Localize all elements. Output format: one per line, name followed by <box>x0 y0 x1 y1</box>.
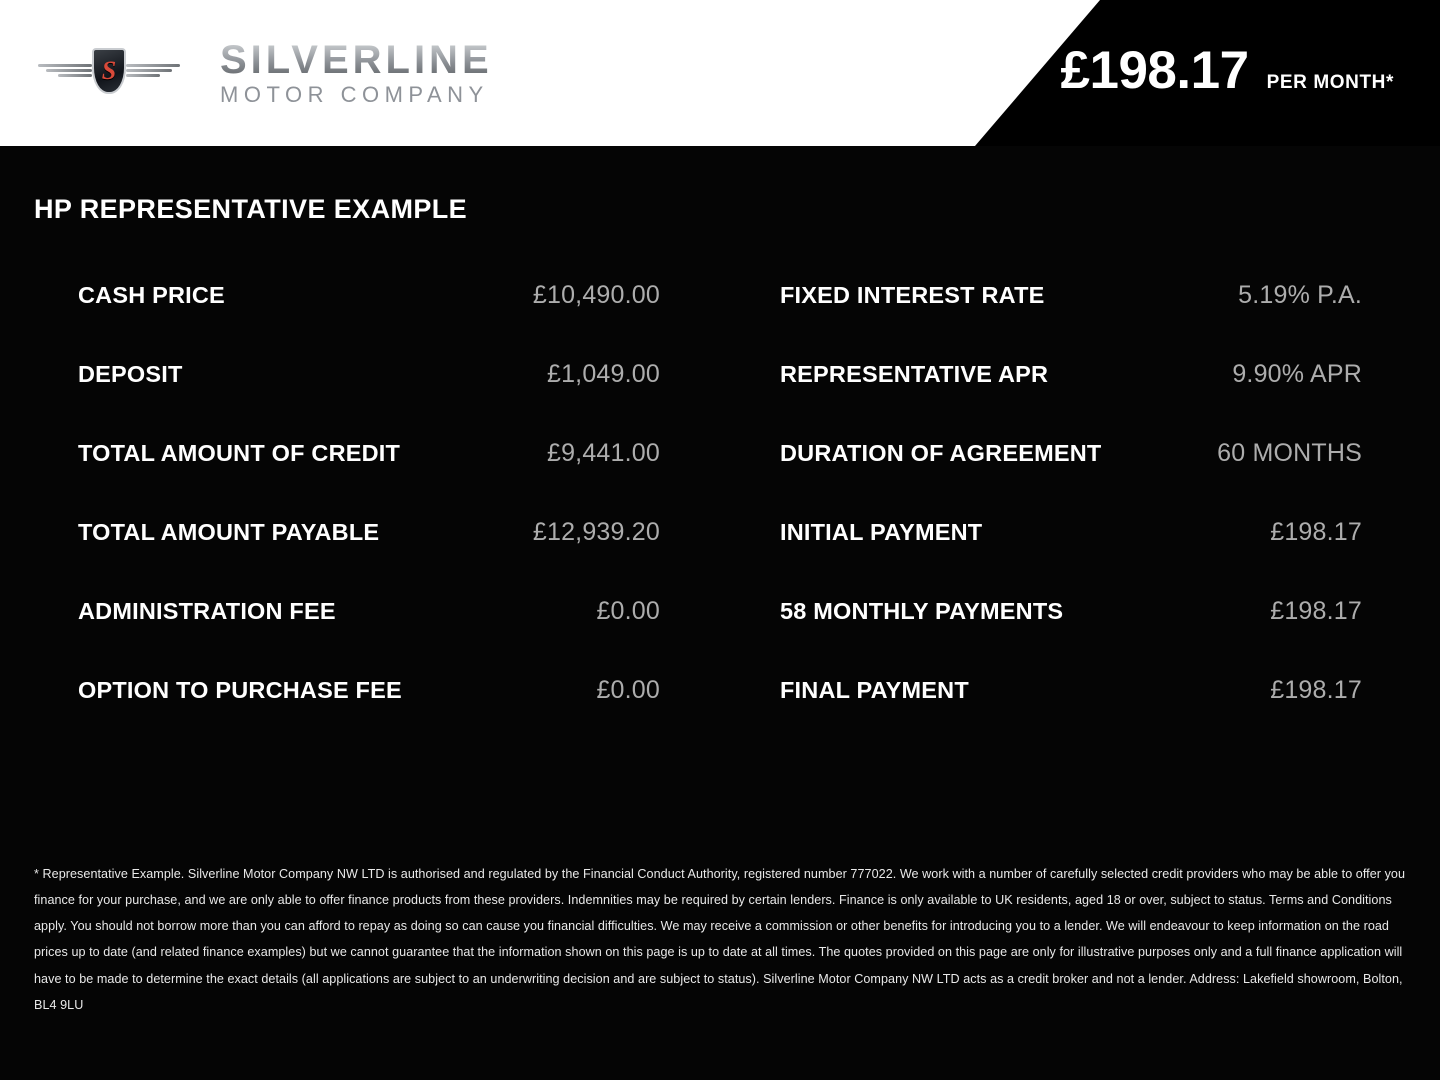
table-row <box>780 676 1362 755</box>
winged-shield-icon <box>34 42 184 104</box>
row-value: £10,490.00 <box>532 281 660 309</box>
row-value: £0.00 <box>596 597 660 625</box>
brand-wordmark <box>220 40 493 106</box>
row-value: £198.17 <box>1270 676 1362 704</box>
table-row <box>780 439 1362 518</box>
row-label: DEPOSIT <box>78 361 183 387</box>
table-row <box>78 676 660 755</box>
row-value: £12,939.20 <box>532 518 660 546</box>
page-header <box>0 0 1440 146</box>
shield-icon <box>92 48 126 94</box>
table-row <box>78 518 660 597</box>
row-label: TOTAL AMOUNT PAYABLE <box>78 519 380 545</box>
row-label: FINAL PAYMENT <box>780 677 969 703</box>
wing-right-icon <box>126 64 184 82</box>
finance-table <box>0 281 1440 755</box>
table-row <box>78 360 660 439</box>
row-value: £1,049.00 <box>546 360 660 388</box>
wing-left-icon <box>34 64 92 82</box>
table-row <box>78 439 660 518</box>
table-row <box>780 281 1362 360</box>
brand-subtitle: MOTOR COMPANY <box>220 82 489 107</box>
row-label: REPRESENTATIVE APR <box>780 361 1049 387</box>
price-amount: £198.17 <box>1060 41 1249 100</box>
brand-name: SILVERLINE <box>220 38 493 82</box>
monthly-price <box>1061 40 1395 101</box>
row-label: INITIAL PAYMENT <box>780 519 983 545</box>
row-label: OPTION TO PURCHASE FEE <box>78 677 402 703</box>
row-value: £198.17 <box>1270 597 1362 625</box>
table-row <box>780 518 1362 597</box>
row-value: 9.90% APR <box>1232 360 1362 388</box>
row-value: 5.19% P.A. <box>1238 281 1362 309</box>
row-label: 58 MONTHLY PAYMENTS <box>780 598 1064 624</box>
row-value: £198.17 <box>1270 518 1362 546</box>
row-label: DURATION OF AGREEMENT <box>780 440 1102 466</box>
table-row <box>78 281 660 360</box>
table-row <box>780 360 1362 439</box>
table-row <box>780 597 1362 676</box>
row-value: £0.00 <box>596 676 660 704</box>
table-row <box>78 597 660 676</box>
disclaimer-text: * Representative Example. Silverline Motor Company NW LTD is authorised and regulated by the Financial Conduct Authority, registered number 777022. We work with a number of carefully selected credit providers who may be able to offer you finance for your purchase, and we are only able to offer finance products from these providers. Indemnities may be required by certain lenders. Finance is only available to UK residents, aged 18 or over, subject to status. Terms and Conditions apply. You should not borrow more than you can afford to repay as doing so can cause you financial difficulties. We may receive a commission or other benefits for introducing you to a lender. We will endeavour to keep information on the road prices up to date (and related finance examples) but we cannot guarantee that the information shown on this page is up to date at all times. The quotes provided on this page are only for illustrative purposes only and a full finance application will have to be made to determine the exact details (all applications are subject to an underwriting decision and are subject to status). Silverline Motor Company NW LTD acts as a credit broker and not a lender. Address: Lakefield showroom, Bolton, BL4 9LU <box>34 866 1406 1012</box>
row-value: £9,441.00 <box>546 439 660 467</box>
shield-initial: S <box>101 56 117 85</box>
row-label: CASH PRICE <box>78 282 225 308</box>
price-period-label: PER MONTH* <box>1266 72 1394 93</box>
brand-logo[interactable] <box>34 34 493 112</box>
row-label: TOTAL AMOUNT OF CREDIT <box>78 440 401 466</box>
row-label: FIXED INTEREST RATE <box>780 282 1045 308</box>
row-label: ADMINISTRATION FEE <box>78 598 336 624</box>
page-title: HP REPRESENTATIVE EXAMPLE <box>34 194 468 224</box>
row-value: 60 MONTHS <box>1217 439 1362 467</box>
